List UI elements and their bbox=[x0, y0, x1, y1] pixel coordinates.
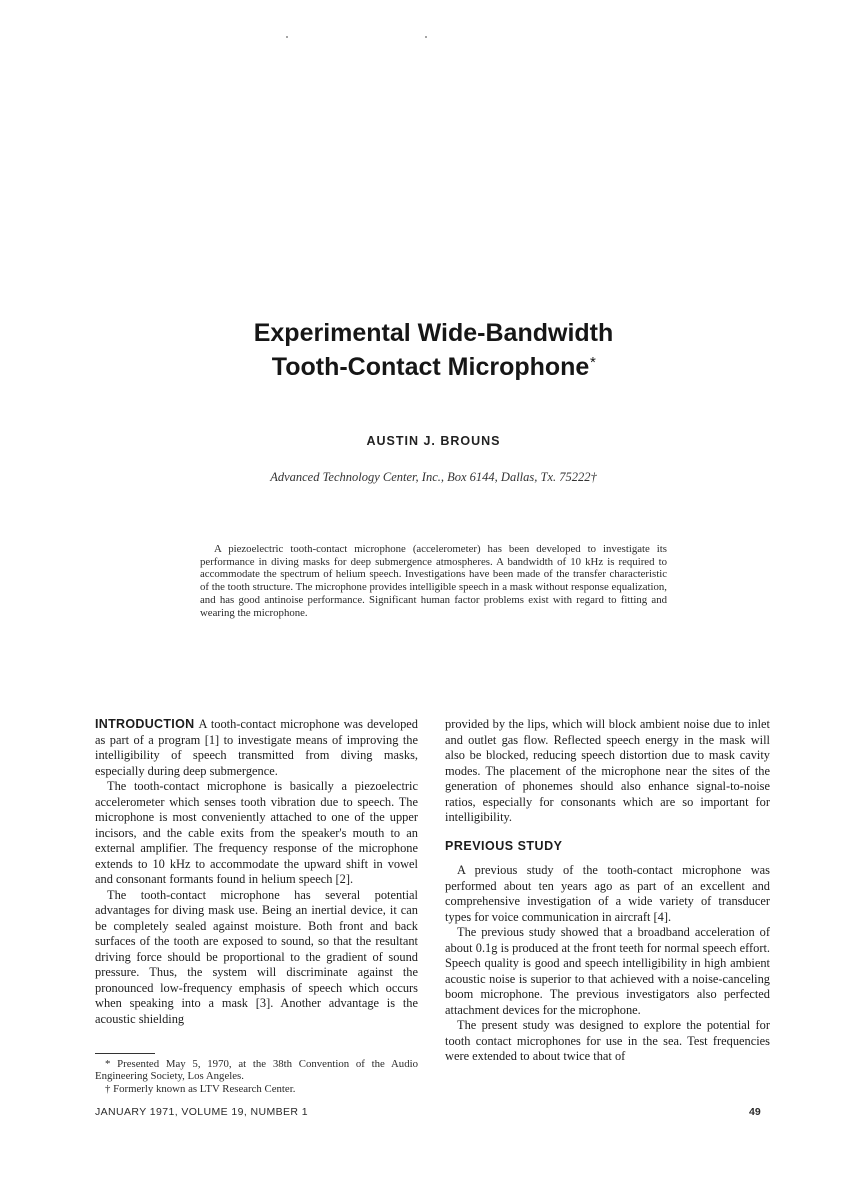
footnote-formerly: † Formerly known as LTV Research Center. bbox=[105, 1082, 296, 1095]
scan-speck bbox=[286, 36, 288, 38]
previous-study-heading: PREVIOUS STUDY bbox=[445, 838, 563, 853]
intro-paragraph-2: The tooth-contact microphone is basically a piezoelectric accelerometer which senses tooth vibration due to speech. The microphone is most conveniently attached to one of the upper incisors, and the cable exits from the speaker's mouth to an external amplifier. The frequency response of the microphone extends to 10 kHz to accommodate the upward shift in vowel and consonant formants found in helium speech [2]. bbox=[95, 779, 418, 886]
previous-paragraph-3: The present study was designed to explore the potential for tooth contact microphones for use in the sea. Test frequencies were extended to about twice that of bbox=[445, 1018, 770, 1063]
previous-paragraph-2: The previous study showed that a broadband acceleration of about 0.1g is produced at the front teeth for normal speech effort. Speech quality is good and speech intelligibility in high ambient acoustic noise is superior to that achieved with a noise-canceling boom microphone. The previous investigators also perfected attachment devices for the microphone. bbox=[445, 925, 770, 1017]
footnotes bbox=[95, 1058, 418, 1095]
previous-paragraph-1: A previous study of the tooth-contact microphone was performed about ten years ago as part of an excellent and comprehensive investigation of a wide variety of transducer types for voice communication in aircraft [4]. bbox=[445, 863, 770, 924]
title-footnote-mark: * bbox=[589, 354, 596, 371]
footnote-rule bbox=[95, 1053, 155, 1054]
title-line-2 bbox=[0, 350, 867, 384]
left-column bbox=[95, 717, 418, 1027]
intro-paragraph-1-text: A tooth-contact microphone was developed as part of a program [1] to investigate means of improving the intelligibility of speech transmitted from diving masks, especially during deep submergence. bbox=[95, 717, 418, 778]
abstract: A piezoelectric tooth-contact microphone (accelerometer) has been developed to investigate its performance in diving masks for deep submergence atmospheres. A bandwidth of 10 kHz is required to accommodate the spectrum of helium speech. Investigations have been made of the transfer characteristic of the tooth structure. The microphone provides intelligible speech in a mask without response equalization, and has good antinoise performance. Significant human factor problems exist with regard to fitting and wearing the microphone. bbox=[200, 543, 667, 619]
page-number: 49 bbox=[749, 1106, 761, 1118]
title-line-2-text: Tooth-Contact Microphone bbox=[271, 353, 590, 381]
scan-speck bbox=[425, 36, 427, 38]
journal-issue-footer: JANUARY 1971, VOLUME 19, NUMBER 1 bbox=[95, 1106, 308, 1118]
author-name: AUSTIN J. BROUNS bbox=[366, 434, 501, 448]
intro-paragraph-3: The tooth-contact microphone has several potential advantages for diving mask use. Being an inertial device, it can be completely sealed against moisture. Both front and back surfaces of the tooth are exposed to sound, so that the resultant driving force should be proportional to the gradient of sound pressure. Thus, the system will discriminate against the pronounced low-frequency emphasis of speech which occurs when speaking into a mask [3]. Another advantage is the acoustic shielding bbox=[95, 887, 418, 1026]
title-line-1: Experimental Wide-Bandwidth bbox=[253, 319, 614, 347]
continued-paragraph: provided by the lips, which will block ambient noise due to inlet and outlet gas flow. Reflected speech energy in the mask will also be blocked, reducing speech distortion due to mask cavity modes. The placement of the microphone near the sites of the generation of phonemes should also enhance signal-to-noise ratios, especially for consonants which are so important for intelligibility. bbox=[445, 717, 770, 824]
intro-paragraph-1 bbox=[95, 717, 418, 779]
scan-specks bbox=[0, 36, 867, 40]
introduction-heading: INTRODUCTION bbox=[95, 717, 195, 731]
right-column bbox=[445, 717, 770, 1065]
author-affiliation: Advanced Technology Center, Inc., Box 6144, Dallas, Tx. 75222† bbox=[270, 470, 597, 484]
footnote-presented: * Presented May 5, 1970, at the 38th Convention of the Audio Engineering Society, Los Angeles. bbox=[95, 1058, 418, 1083]
article-title bbox=[0, 316, 867, 384]
